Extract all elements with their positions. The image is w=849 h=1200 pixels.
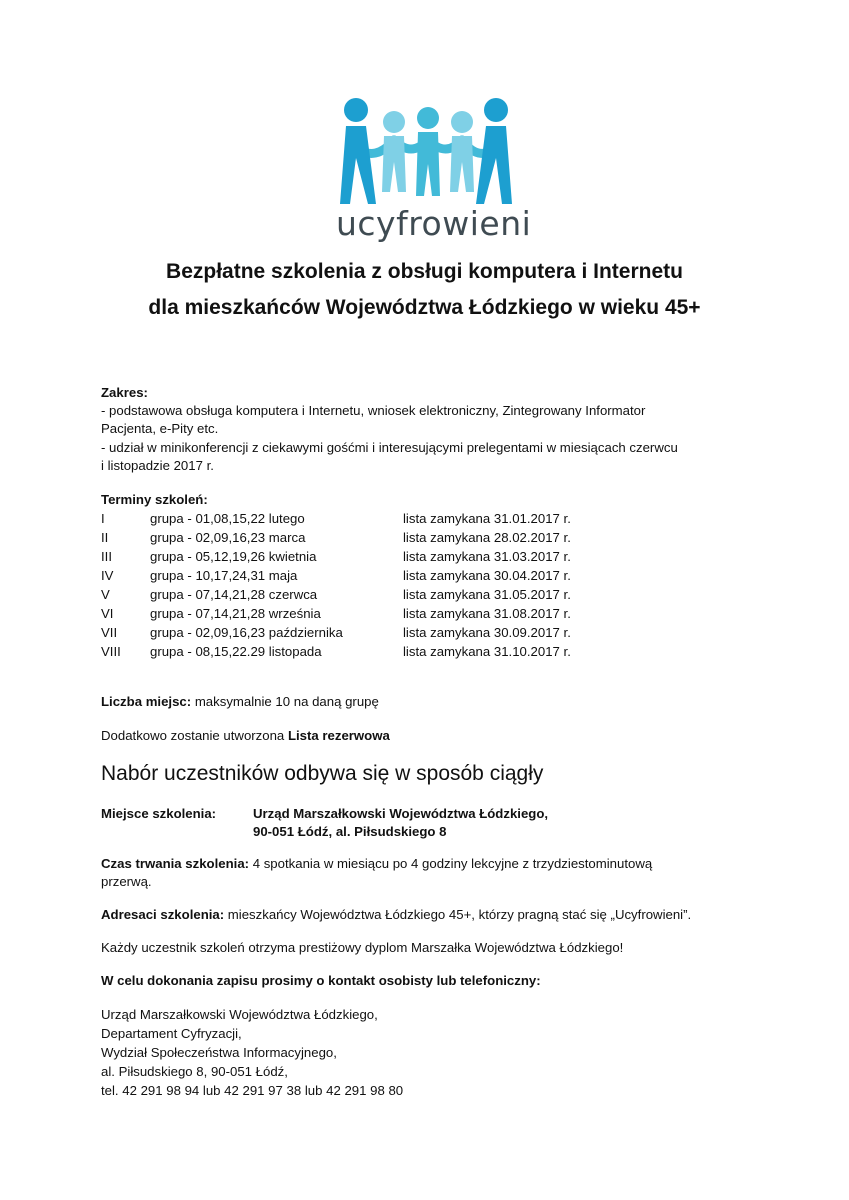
audience-text: mieszkańcy Województwa Łódzkiego 45+, którzy pragną stać się „Ucyfrowieni”.: [224, 907, 692, 922]
scope-heading: Zakres:: [101, 385, 148, 400]
reserve-bold: Lista rezerwowa: [287, 728, 390, 743]
group-dates: grupa - 02,09,16,23 marca: [150, 530, 306, 545]
schedule-heading: Terminy szkoleń:: [101, 492, 208, 507]
contact-line: Departament Cyfryzacji,: [101, 1026, 242, 1041]
location-line-2: 90-051 Łódź, al. Piłsudskiego 8: [253, 824, 447, 839]
contact-line: al. Piłsudskiego 8, 90-051 Łódź,: [101, 1064, 288, 1079]
audience-label: Adresaci szkolenia:: [101, 907, 225, 922]
list-closing-date: lista zamykana 31.08.2017 r.: [403, 606, 571, 621]
contact-phone-line: tel. 42 291 98 94 lub 42 291 97 38 lub 42 291 98 80: [101, 1083, 404, 1098]
group-dates: grupa - 07,14,21,28 czerwca: [150, 587, 318, 602]
group-number: VI: [101, 606, 114, 621]
people-holding-hands-icon: [336, 96, 516, 206]
audience-line: [101, 906, 801, 923]
page-title-line-2: dla mieszkańców Województwa Łódzkiego w wieku 45+: [148, 296, 701, 319]
location-label: Miejsce szkolenia:: [101, 806, 217, 821]
ucyfrowieni-logo: [336, 96, 532, 246]
duration-label: Czas trwania szkolenia:: [101, 856, 250, 871]
scope-item-2-line-2: i listopadzie 2017 r.: [101, 458, 214, 473]
scope-item-1-line-2: Pacjenta, e-Pity etc.: [101, 421, 219, 436]
contact-line: Wydział Społeczeństwa Informacyjnego,: [101, 1045, 337, 1060]
reserve-text: Dodatkowo zostanie utworzona: [101, 728, 288, 743]
seats-label: Liczba miejsc:: [101, 694, 192, 709]
location-line-1: Urząd Marszałkowski Województwa Łódzkiego,: [253, 806, 549, 821]
contact-heading: W celu dokonania zapisu prosimy o kontakt osobisty lub telefoniczny:: [101, 973, 541, 988]
list-closing-date: lista zamykana 28.02.2017 r.: [403, 530, 571, 545]
group-number: IV: [101, 568, 114, 583]
duration-text: 4 spotkania w miesiącu po 4 godziny lekcyjne z trzydziestominutową: [249, 856, 653, 871]
diploma-note: Każdy uczestnik szkoleń otrzyma prestiżowy dyplom Marszałka Województwa Łódzkiego!: [101, 940, 624, 955]
group-dates: grupa - 02,09,16,23 października: [150, 625, 343, 640]
seats-line: [101, 693, 741, 710]
group-number: III: [101, 549, 112, 564]
duration-line-2: przerwą.: [101, 874, 152, 889]
group-dates: grupa - 10,17,24,31 maja: [150, 568, 298, 583]
scope-item-1-line-1: - podstawowa obsługa komputera i Internetu, wniosek elektroniczny, Zintegrowany Informator: [101, 403, 646, 418]
group-dates: grupa - 05,12,19,26 kwietnia: [150, 549, 317, 564]
recruitment-heading: Nabór uczestników odbywa się w sposób ciągły: [101, 762, 544, 785]
list-closing-date: lista zamykana 30.09.2017 r.: [403, 625, 571, 640]
group-number: V: [101, 587, 110, 602]
group-number: VIII: [101, 644, 121, 659]
logo-wordmark: ucyfrowieni: [336, 204, 532, 243]
list-closing-date: lista zamykana 31.10.2017 r.: [403, 644, 571, 659]
list-closing-date: lista zamykana 31.01.2017 r.: [403, 511, 571, 526]
duration-line-1: [101, 855, 741, 872]
group-dates: grupa - 07,14,21,28 września: [150, 606, 321, 621]
group-dates: grupa - 08,15,22.29 listopada: [150, 644, 322, 659]
list-closing-date: lista zamykana 31.05.2017 r.: [403, 587, 571, 602]
seats-value: maksymalnie 10 na daną grupę: [191, 694, 379, 709]
list-closing-date: lista zamykana 31.03.2017 r.: [403, 549, 571, 564]
list-closing-date: lista zamykana 30.04.2017 r.: [403, 568, 571, 583]
group-number: I: [101, 511, 105, 526]
reserve-line: [101, 727, 741, 744]
scope-item-2-line-1: - udział w minikonferencji z ciekawymi gośćmi i interesującymi prelegentami w miesiącach czerwcu: [101, 440, 678, 455]
page-title-line-1: Bezpłatne szkolenia z obsługi komputera i Internetu: [166, 260, 683, 283]
group-dates: grupa - 01,08,15,22 lutego: [150, 511, 305, 526]
group-number: VII: [101, 625, 118, 640]
group-number: II: [101, 530, 109, 545]
contact-line: Urząd Marszałkowski Województwa Łódzkiego,: [101, 1007, 378, 1022]
